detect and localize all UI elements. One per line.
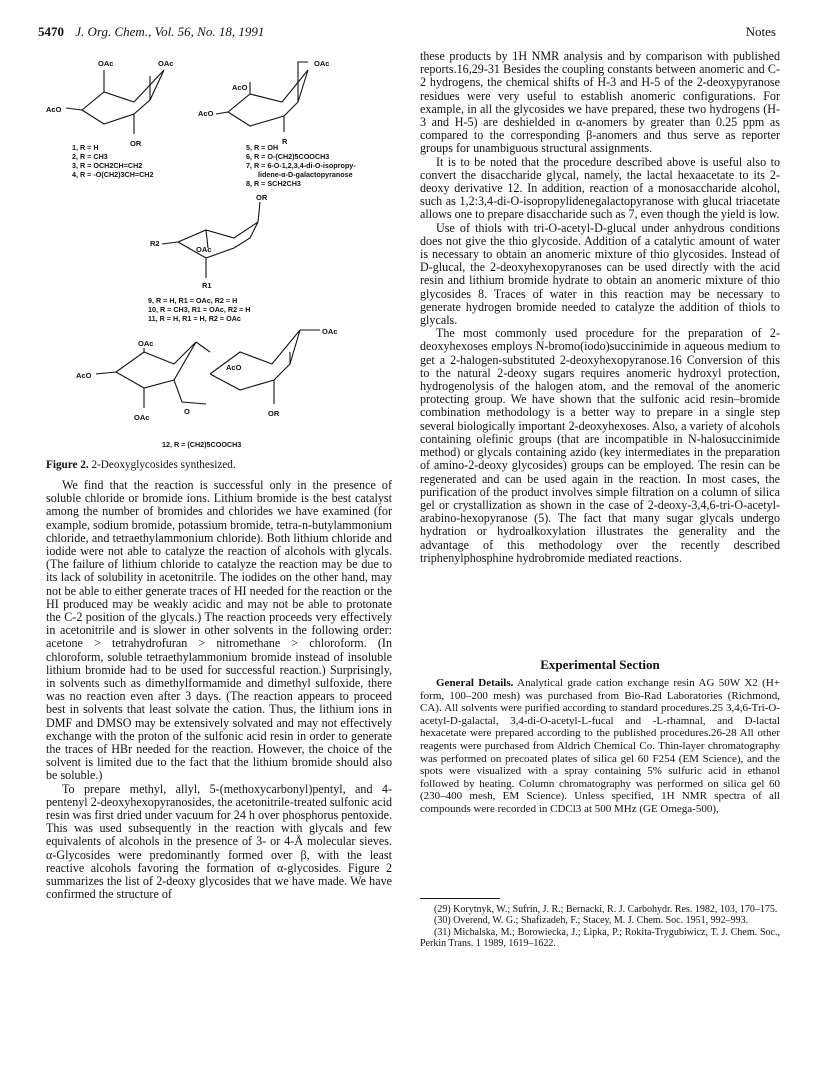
paragraph: We find that the reaction is successful only in the presence of soluble chloride or bromide ions. Lithium bromide is the best catalyst among the number of bromides and chlorides we have examined (for example, sodium bromide, potassium bromide, tetra-n-butylammonium chloride, and tetraethylammonium chloride). Both lithium chloride and iodide were not able to catalyze the reaction of alcohols with glycals. (The failure of lithium chloride to catalyze the reaction may be due to its lack of solubility in acetonitrile. The iodides on the other hand, may not be able to either generate traces of HI needed for the reaction or the HI produced may be weakly acidic and may not be able to protonate the C-2 position of the glycals.) The reaction proceeds very effectively in acetonitrile and is slower in other solvents in the following order: acetone > tetrahydrofuran > nitromethane > chloroform. (In chloroform, soluble tetraethylammonium bromide instead of insoluble lithium bromide had to be used for successful reaction.) Surprisingly, in solvents such as dimethylformamide and dimethyl sulfoxide, there was no reaction even after 3 days. (The reaction appears to proceed best in solvents that least solvate the cation. Thus, the lithium ions in DMF and DMSO may be extensively solvated and may not effectively exchange with the proton of the sulfonic acid resin in order to generate the traces of HBr needed for the reaction. However, the choice of the solvent is limited due to the fact that the lithium bromide should also be soluble.) (46, 478, 392, 783)
running-header (38, 24, 264, 40)
s4-oac-bl: OAc (134, 413, 150, 422)
footnote-rule (420, 898, 500, 899)
s4-aco-left: AcO (76, 371, 92, 380)
compound-list-b: 5, R = OH 6, R = O-(CH2)5COOCH3 7, R = 6-O-1,2,3,4-di-O-isopropy- lidene-α-D-galactopyranose 8, R = SCH2CH3 (246, 143, 356, 188)
run-in-heading: General Details. (436, 677, 514, 689)
s2-oac-right: OAc (314, 59, 330, 68)
structure-3-ring (178, 222, 258, 258)
figure-structures (46, 52, 386, 472)
compound-12: 12, R = (CH2)5COOCH3 (162, 440, 242, 449)
s2-r: R (282, 137, 288, 146)
paragraph: The most commonly used procedure for the preparation of 2-deoxyhexoses employs N-bromo(iodo)succinimide in aqueous medium to get a 2-halogen-substituted 2-deoxyhexopyranose.16 Conversion of this to the natural 2-deoxy sugars requires anomeric hydroxyl protection, hydrogenolysis of the halogen atom, and the removal of the anomeric protecting group. We have shown that the sulfonic acid resin–bromide combination methodology is a better way to prepare in a single step several biologically important 2-deoxyhexoses. Also, a variety of alcohols containing olefinic groups (that are incompatible in N-halosuccinimide method) or glycals containing azido (key intermediates in the preparation of amino-2-deoxy glycosides) groups can be employed. The resin can be regenerated and can be used again in the reaction. In most cases, the purification of the product involves simple filtration on a column of silica gel or crystallization as shown in the case of 2-deoxy-3,4,6-tri-O-acetyl-arabino-hexopyranose (5). The fact that many sugar glycals undergo hydration or hydroalkoxylation illustrates the generality and the advantage of this methodology over the recently described triphenylphosphine hydrobromide mediated reactions. (420, 326, 780, 565)
structure-4-ring-b (210, 330, 300, 390)
experimental-text (420, 677, 780, 816)
s4-oac-tr: OAc (322, 327, 338, 336)
s1-aco-left: AcO (46, 105, 62, 114)
journal-citation: J. Org. Chem., Vol. 56, No. 18, 1991 (75, 24, 265, 39)
s3-r2: R2 (150, 239, 160, 248)
s4-or: OR (268, 409, 280, 418)
page-number: 5470 (38, 24, 64, 39)
s3-oac: OAc (196, 245, 212, 254)
compound-list-a: 1, R = H 2, R = CH3 3, R = OCH2CH=CH2 4, R = -O(CH2)3CH=CH2 (72, 143, 154, 179)
s2-aco-2: AcO (198, 109, 214, 118)
s1-or: OR (130, 139, 142, 148)
structure-1-ring (82, 70, 164, 124)
section-label: Notes (745, 24, 776, 39)
structure-4-ring-a (116, 342, 196, 388)
paragraph: It is to be noted that the procedure described above is useful also to convert the disaccharide glycal, namely, the lactal hexaacetate to its 2-deoxy derivative 12. In addition, reaction of a monosaccharide alcohol, such as 1,2:3,4-di-O-isopropylidenegalactopyranose with glucal triacetate allows one to prepare disaccharide such as 7, even though the yield is low. (420, 154, 780, 222)
reference: (30) Overend, W. G.; Shafizadeh, F.; Stacey, M. J. Chem. Soc. 1951, 992–993. (434, 915, 749, 927)
right-column (420, 50, 780, 565)
s1-oac-top: OAc (98, 59, 114, 68)
s4-aco-mid: AcO (226, 363, 242, 372)
section-heading: Experimental Section (540, 657, 660, 672)
caption-label: Figure 2. (46, 459, 89, 471)
compound-list-c: 9, R = H, R1 = OAc, R2 = H 10, R = CH3, R1 = OAc, R2 = H 11, R = H, R1 = H, R2 = OAc (148, 296, 251, 323)
paragraph: To prepare methyl, allyl, 5-(methoxycarbonyl)pentyl, and 4-pentenyl 2-deoxyhexopyranosides, the acetonitrile-treated sulfonic acid resin was first dried under vacuum for 24 h over phosphorus pentoxide. This was used subsequently in the reaction with glycals and few equivalents of alcohols in the presence of 3- or 4-Å molecular sieves. α-Glycosides were predominantly formed over β, with the least reactive alcohols favoring the formation of α-glycosides. Figure 2 summarizes the list of 2-deoxy glycosides that we have made. We have confirmed the structure of (46, 781, 392, 902)
paragraph: these products by 1H NMR analysis and by comparison with published reports.16,29-31 Besides the coupling constants between anomeric and C-2 hydrogens, the chemical shifts of H-3 and H-5 of the 2-deoxypyranose residues were very useful to establish anomeric configurations. For example, in all the glycosides we have prepared, these two hydrogens (H-3 and H-5) are deshielded in α-anomers by greater than 0.25 ppm as compared to the corresponding β-anomers and thus serve as reporter groups for unambiguous structural assignments. (420, 49, 780, 156)
s3-r1: R1 (202, 281, 212, 290)
experimental-body: Analytical grade cation exchange resin AG 50W X2 (H+ form, 100–200 mesh) was purchased from Bio-Rad Laboratories (Richmond, CA). All solvents were purified according to standard procedures.25 3,4,6-Tri-O-acetyl-D-galactal, 3,4-di-O-acetyl-L-fucal and -L-rhamnal, and D-lactal hexacetate were prepared according to the published procedures.26-28 All other reagents were purchased from Aldrich Chemical Co. Thin-layer chromatography was performed on precoated plates of silica gel 60 F254 (EM Science), and the spots were visualized with a spray containing 5% sulfuric acid in ethanol followed by heating. Column chromatography was performed on silica gel 60 (230–400 mesh, EM Science). Unless specified, 1H NMR spectra of all compounds were recorded in CDCl3 at 500 MHz (GE Omega-500), (420, 677, 780, 815)
reference: (31) Michalska, M.; Borowiecka, J.; Lipka, P.; Rokita-Trygubiwicz, T. J. Chem. Soc., Perkin Trans. 1 1989, 1619–1622. (420, 926, 780, 950)
references (420, 904, 780, 950)
left-column (46, 479, 392, 902)
s4-o-bottom: O (184, 407, 190, 416)
figure-caption (46, 459, 236, 471)
s4-oac-mid: OAc (138, 339, 154, 348)
s3-or: OR (256, 193, 268, 202)
reference: (29) Korytnyk, W.; Sufrin, J. R.; Bernacki, R. J. Carbohydr. Res. 1982, 103, 170–175. (434, 904, 778, 915)
structure-2-ring (228, 70, 308, 126)
paragraph: Use of thiols with tri-O-acetyl-D-glucal under anhydrous conditions does not give the thio glycoside. Addition of a catalytic amount of water is necessary to obtain an anomeric mixture of thio glycosides. Instead of D-glucal, the 2-deoxyhexopyranoses can be used directly with the acid resin and lithium bromide hydrate to obtain an anomeric mixture of thio glycosides 8. Traces of water in this reaction may be necessary to generate hydrogen bromide needed to catalyze the addition of thiols to glycals. (420, 220, 780, 328)
s1-oac-right: OAc (158, 59, 174, 68)
s2-aco-1: AcO (232, 83, 248, 92)
caption-text: 2-Deoxyglycosides synthesized. (91, 459, 236, 471)
